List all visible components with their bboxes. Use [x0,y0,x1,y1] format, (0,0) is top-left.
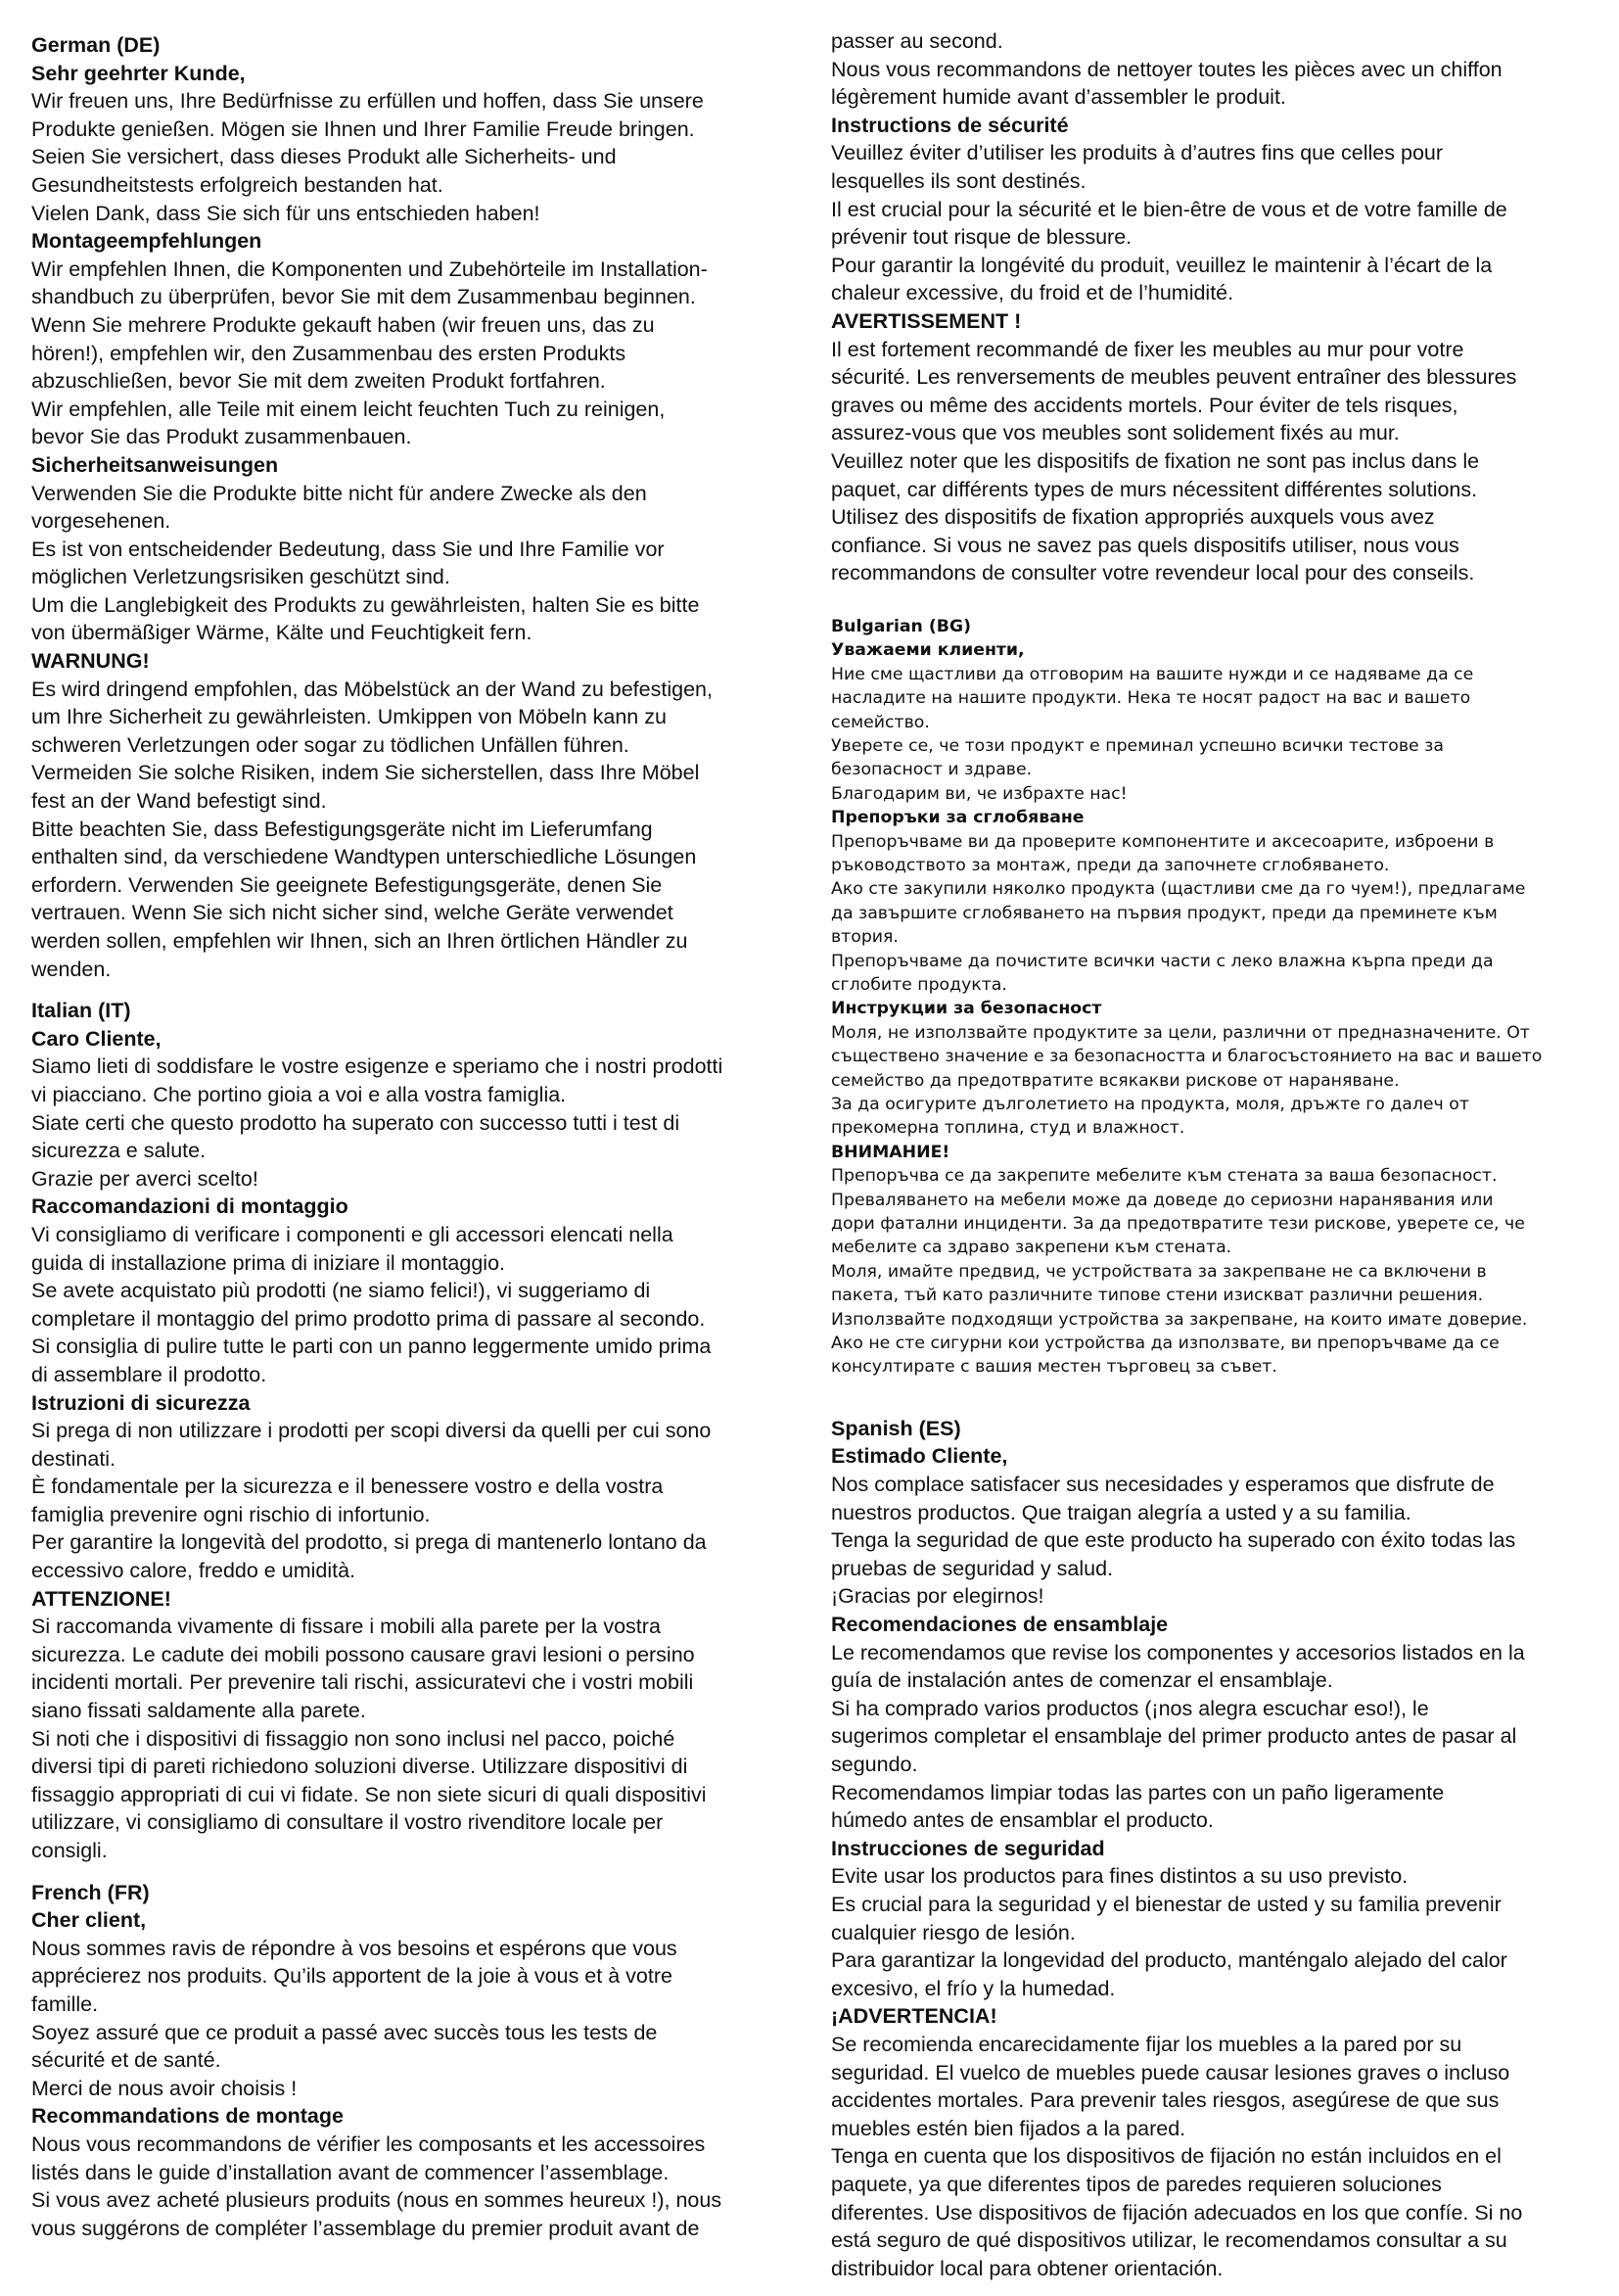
text-line: paquete, ya que diferentes tipos de paredes requieren soluciones [831,2172,1442,2196]
text-line: lesquelles ils sont destinés. [831,168,1087,193]
text-line: légèrement humide avant d’assembler le produit. [831,85,1286,110]
section-fr-cont [831,27,1604,587]
text-line: Nous vous recommandons de vérifier les composants et les accessoires [31,2132,706,2156]
paragraph [31,1613,801,1724]
text-line: confiance. Si vous ne savez pas quels dispositifs utiliser, nous vous [831,533,1459,557]
text-line: Препоръчва се да закрепите мебелите към стената за ваша безопасност. [831,1166,1498,1187]
paragraph [31,1277,801,1333]
text-line: Italian (IT) [31,999,131,1023]
paragraph [831,1862,1604,1891]
paragraph [31,536,801,591]
section-heading [31,647,801,676]
section-heading [831,2002,1604,2031]
paragraph [831,2142,1604,2282]
text-line: shandbuch zu überprüfen, bevor Sie mit dem Zusammenbau beginnen. [31,285,696,309]
text-line: Veuillez noter que les dispositifs de fixation ne sont pas inclus dans le [831,448,1480,473]
text-line: Моля, имайте предвид, че устройствата за закрепване не са включени в [831,1261,1487,1282]
text-line: completare il montaggio del primo prodotto prima di passare al secondo. [31,1306,706,1331]
text-line: Si prega di non utilizzare i prodotti per scopi diversi da quelli per cui sono [31,1419,712,1443]
text-line: Per garantire la longevità del prodotto, si prega di mantenerlo lontano da [31,1530,707,1555]
paragraph [31,2186,801,2242]
text-line: siano fissati saldamente alla parete. [31,1699,366,1723]
text-line: Tenga en cuenta que los dispositivos de fijación no están incluidos en el [831,2144,1502,2169]
text-line: utilizzare, vi consigliamo di consultare il vostro rivenditore locale per [31,1810,664,1835]
text-line: vi piacciano. Che portino gioia a voi e alla vostra famiglia. [31,1082,567,1106]
text-line: Моля, не използвайте продуктите за цели, различни от предназначените. От [831,1022,1530,1043]
paragraph [831,2031,1604,2142]
text-line: um Ihre Sicherheit zu gewährleisten. Umkippen von Möbeln kann zu [31,705,667,729]
text-line: Veuillez éviter d’utiliser les produits à d’autres fins que celles pour [831,141,1444,165]
text-line: ATTENZIONE! [31,1586,171,1611]
text-line: Wir empfehlen Ihnen, die Komponenten und Zubehörteile im Installation- [31,257,708,281]
text-line: Es crucial para la seguridad y el bienestar de usted y su familia prevenir [831,1892,1502,1916]
text-line: von übermäßiger Wärme, Kälte und Feuchtigkeit fern. [31,621,532,645]
text-line: wenden. [31,957,112,981]
text-line: È fondamentale per la sicurezza e il benessere vostro e della vostra [31,1475,664,1499]
paragraph [31,1333,801,1388]
text-line: hören!), empfehlen wir, den Zusammenbau des ersten Produkts [31,341,626,365]
paragraph [831,1526,1604,1582]
section-bg [831,615,1604,1380]
text-line: Siate certi che questo prodotto ha superato con successo tutti i test di [31,1110,680,1135]
text-line: Благодарим ви, че избрахте нас! [831,783,1128,804]
text-line: Si consiglia di pulire tutte le parti con un panno leggermente umido prima [31,1335,712,1359]
text-line: Recomendamos limpiar todas las partes con un paño ligeramente [831,1780,1445,1804]
section-heading [31,31,801,60]
text-line: Sehr geehrter Kunde, [31,61,246,85]
text-line: vorgesehenen. [31,509,171,534]
text-line: sicurezza. Le cadute dei mobili possono causare gravi lesioni o persino [31,1642,695,1666]
section-heading [31,1879,801,1907]
text-line: Pour garantir la longévité du produit, veuillez le maintenir à l’écart de la [831,253,1493,277]
text-line: Se recomienda encarecidamente fijar los muebles a la pared por su [831,2032,1462,2056]
text-line: да завършите сглобяването на първия продукт, преди да преминете към [831,903,1498,923]
paragraph [831,877,1604,949]
text-line: Siamo lieti di soddisfare le vostre esigenze e speriamo che i nostri prodotti [31,1054,723,1079]
text-line: destinati. [31,1446,116,1471]
text-line: Caro Cliente, [31,1026,162,1051]
text-line: насладите на нашите продукти. Нека те носят радост на вас и вашето [831,688,1471,709]
text-line: accidentes mortales. Para prevenir tales riesgos, asegúrese de que sus [831,2088,1500,2113]
text-line: Sicherheitsanweisungen [31,452,279,477]
text-line: Преваляването на мебели може да доведе до сериозни наранявания или [831,1190,1494,1210]
text-line: apprécierez nos produits. Qu’ils apportent de la joie à vous et à votre [31,1964,672,1989]
text-line: abzuschließen, bevor Sie mit dem zweiten Produkt fortfahren. [31,369,606,394]
text-line: fest an der Wand befestigt sind. [31,789,327,814]
text-line: Il est fortement recommandé de fixer les meubles au mur pour votre [831,337,1464,361]
paragraph [31,1528,801,1584]
text-line: Um die Langlebigkeit des Produkts zu gewährleisten, halten Sie es bitte [31,592,700,617]
text-line: Използвайте подходящи устройства за закрепване, на които имате доверие. [831,1309,1528,1330]
paragraph [31,1725,801,1865]
text-line: Vi consigliamo di verificare i componenti e gli accessori elencati nella [31,1222,673,1246]
paragraph [831,1260,1604,1380]
section-heading [31,1389,801,1418]
text-line: Le recomendamos que revise los componentes y accesorios listados en la [831,1640,1525,1664]
text-line: Recommandations de montage [31,2104,344,2129]
paragraph [831,734,1604,782]
text-line: Gesundheitstests erfolgreich bestanden hat. [31,172,443,197]
paragraph [831,782,1604,806]
text-line: Evite usar los productos para fines distintos a su uso previsto. [831,1864,1409,1889]
paragraph [831,663,1604,734]
text-line: Se avete acquistato più prodotti (ne siamo felici!), vi suggeriamo di [31,1279,651,1303]
paragraph [31,676,801,816]
paragraph [831,1639,1604,1695]
text-line: Soyez assuré que ce produit a passé avec succès tous les tests de [31,2020,658,2044]
paragraph [31,200,801,228]
text-line: guía de instalación antes de comenzar el ensamblaje. [831,1668,1333,1693]
text-line: excesivo, el frío y la humedad. [831,1976,1116,2000]
text-line: Istruzioni di sicurezza [31,1390,251,1415]
text-line: Si noti che i dispositivi di fissaggio non sono inclusi nel pacco, poiché [31,1726,675,1751]
section-heading [31,60,801,88]
section-de [31,31,801,983]
text-line: Il est crucial pour la sécurité et le bien-être de vous et de votre famille de [831,197,1507,221]
text-line: famille. [31,1991,99,2016]
text-line: famiglia prevenire ogni rischio di infortunio. [31,1502,431,1526]
text-line: nuestros productos. Que traigan alegría a usted y a su familia. [831,1500,1411,1524]
text-line: chaleur excessive, du froid et de l’humidité. [831,281,1234,305]
text-line: sugerimos completar el ensamblaje del primer producto antes de pasar al [831,1724,1517,1749]
text-line: Instructions de sécurité [831,113,1069,137]
paragraph [831,139,1604,195]
section-heading [31,1025,801,1054]
text-line: Si raccomanda vivamente di fissare i mobili alla parete per la vostra [31,1615,661,1639]
text-line: Nos complace satisfacer sus necesidades y esperamos que disfrute de [831,1473,1495,1497]
paragraph [831,1891,1604,1946]
text-line: di assemblare il prodotto. [31,1362,267,1386]
text-line: Nous sommes ravis de répondre à vos besoins et espérons que vous [31,1936,677,1960]
paragraph [31,2131,801,2186]
text-line: está seguro de qué dispositivos utilizar, le recomendamos consultar a su [831,2228,1507,2253]
text-line: Spanish (ES) [831,1416,961,1440]
text-line: vertrauen. Wenn Sie sich nicht sicher sind, welche Geräte verwendet [31,901,673,925]
paragraph [31,1109,801,1165]
section-heading [831,997,1604,1020]
text-line: прекомерна топлина, студ и влажност. [831,1118,1185,1139]
text-line: bevor Sie das Produkt zusammenbauen. [31,425,412,449]
text-line: erfordern. Verwenden Sie geeignete Befestigungsgeräte, denen Sie [31,872,663,897]
text-line: eccessivo calore, freddo e umidità. [31,1559,356,1583]
text-line: дори фатални инциденти. За да предотвратите тези рискове, уверете се, че [831,1214,1525,1235]
text-line: Wir empfehlen, alle Teile mit einem leicht feuchten Tuch zu reinigen, [31,397,666,421]
section-heading [31,451,801,480]
section-heading [831,638,1604,662]
text-line: diversi tipi di pareti richiedono soluzioni diverse. Utilizzare dispositivi di [31,1755,688,1779]
text-line: muebles estén bien fijados a la pared. [831,2116,1186,2140]
text-line: семейство. [831,712,930,732]
text-line: Bulgarian (BG) [831,616,972,636]
paragraph [831,336,1604,447]
left-column [31,31,801,2256]
text-line: Vielen Dank, dass Sie sich für uns entschieden haben! [31,201,540,225]
text-line: paquet, car différents types de murs nécessitent différentes solutions. [831,477,1478,501]
text-line: listés dans le guide d’installation avant de commencer l’assemblage. [31,2160,670,2184]
text-line: Vermeiden Sie solche Risiken, indem Sie sicherstellen, dass Ihre Möbel [31,761,700,785]
text-line: Cher client, [31,1908,147,1933]
text-line: sicurezza e salute. [31,1139,207,1163]
section-it [31,997,801,1864]
text-line: AVERTISSEMENT ! [831,308,1022,333]
paragraph [831,196,1604,252]
section-heading [831,307,1604,336]
section-heading [831,112,1604,140]
section-heading [831,1141,1604,1164]
text-line: ¡Gracias por elegirnos! [831,1584,1044,1609]
paragraph [31,2075,801,2103]
paragraph [31,87,801,143]
paragraph [31,2019,801,2075]
section-heading [831,615,1604,638]
text-line: мебелите са здраво закрепени към стената. [831,1238,1232,1258]
text-line: За да осигурите дълголетието на продукта, моля, дръжте го далеч от [831,1095,1469,1114]
text-line: Si vous avez acheté plusieurs produits (nous en sommes heureux !), nous [31,2188,722,2213]
paragraph [831,950,1604,998]
text-line: enthalten sind, da verschiedene Wandtypen unterschiedliche Lösungen [31,845,697,869]
paragraph [831,1471,1604,1526]
text-line: French (FR) [31,1880,150,1904]
text-line: incidenti mortali. Per prevenire tali rischi, assicuratevi che i vostri mobili [31,1670,694,1695]
text-line: seguridad. El vuelco de muebles puede causar lesiones graves o incluso [831,2060,1510,2085]
text-line: Raccomandazioni di montaggio [31,1195,348,1219]
text-line: ръководството за монтаж, преди да започнете сглобяването. [831,855,1390,875]
text-line: cualquier riesgo de lesión. [831,1920,1076,1945]
text-line: Препоръчваме да почистите всички части с леко влажна кърпа преди да [831,951,1494,971]
paragraph [31,816,801,984]
text-line: sécurité et de santé. [31,2048,221,2073]
text-line: Ако сте закупили няколко продукта (щастливи сме да го чуем!), предлагаме [831,879,1526,900]
text-line: segundo. [831,1753,918,1776]
text-line: Препоръчваме ви да проверите компонентите и аксесоарите, изброени в [831,831,1495,852]
paragraph [31,1053,801,1108]
text-line: Si ha comprado varios productos (¡nos alegra escuchar eso!), le [831,1696,1429,1720]
paragraph [831,447,1604,587]
paragraph [831,56,1604,112]
text-line: prévenir tout risque de blessure. [831,225,1133,250]
section-heading [831,1835,1604,1863]
text-line: Wenn Sie mehrere Produkte gekauft haben (wir freuen uns, das zu [31,312,655,337]
text-line: Es ist von entscheidender Bedeutung, dass Sie und Ihre Familie vor [31,537,665,561]
section-es [831,1415,1604,2282]
text-line: ¡ADVERTENCIA! [831,2004,997,2029]
text-line: assurez-vous que vos meubles sont solidement fixés au mur. [831,421,1400,445]
text-line: Инструкции за безопасност [831,999,1102,1019]
paragraph [831,1695,1604,1779]
text-line: съществено значение е за безопасността и благосъстоянието на вас и вашето [831,1047,1543,1067]
text-line: werden sollen, empfehlen wir Ihnen, sich an Ihren örtlichen Händler zu [31,929,688,953]
paragraph [31,256,801,311]
text-line: húmedo antes de ensamblar el producto. [831,1808,1214,1833]
right-column [831,31,1604,2296]
text-line: Merci de nous avoir choisis ! [31,2076,298,2100]
text-line: Instrucciones de seguridad [831,1836,1105,1860]
text-line: Recomendaciones de ensamblaje [831,1613,1169,1637]
paragraph [831,252,1604,307]
text-line: WARNUNG! [31,649,150,674]
text-line: втория. [831,927,899,948]
text-line: Para garantizar la longevidad del producto, manténgalo alejado del calor [831,1948,1507,1973]
text-line: recommandons de consulter votre revendeur local pour des conseils. [831,561,1475,586]
text-line: Montageempfehlungen [31,229,262,254]
paragraph [831,830,1604,878]
section-heading [831,806,1604,829]
text-line: консултирате с вашия местен търговец за съвет. [831,1357,1277,1378]
text-line: Seien Sie versichert, dass dieses Produkt alle Sicherheits- und [31,145,617,169]
paragraph [831,1021,1604,1093]
text-line: безопасност и здраве. [831,760,1033,780]
text-line: Verwenden Sie die Produkte bitte nicht für andere Zwecke als den [31,481,647,505]
section-fr [31,1879,801,2243]
paragraph [831,1093,1604,1141]
text-line: Tenga la seguridad de que este producto ha superado con éxito todas las [831,1528,1516,1553]
section-heading [31,227,801,256]
text-line: Уверете се, че този продукт е преминал успешно всички тестове за [831,735,1444,756]
paragraph [831,1164,1604,1260]
section-heading [31,997,801,1025]
text-line: distribuidor local para obtener orientación. [831,2256,1224,2280]
text-line: Es wird dringend empfohlen, das Möbelstück an der Wand zu befestigen, [31,677,713,701]
paragraph [31,1473,801,1528]
text-line: Уважаеми клиенти, [831,640,1025,661]
paragraph [31,1417,801,1473]
text-line: ВНИМАНИЕ! [831,1142,950,1162]
paragraph [831,1946,1604,2002]
text-line: guida di installazione prima di iniziare il montaggio. [31,1250,506,1275]
text-line: пакета, тъй като различните типове стени изискват различни решения. [831,1286,1484,1306]
paragraph [31,143,801,199]
text-line: fissaggio appropriati di cui vi fidate. Se non siete sicuri di quali dispositivi [31,1782,707,1806]
text-line: sécurité. Les renversements de meubles peuvent entraîner des blessures [831,365,1517,390]
section-heading [31,1193,801,1221]
text-line: сглобите продукта. [831,974,1007,995]
section-heading [31,2102,801,2131]
paragraph [31,1221,801,1277]
text-line: consigli. [31,1839,108,1862]
section-heading [831,1611,1604,1639]
text-line: Ако не сте сигурни кои устройства да използвате, ви препоръчваме да се [831,1334,1500,1354]
paragraph [31,396,801,451]
text-line: German (DE) [31,33,161,57]
text-line: schweren Verletzungen oder sogar zu tödlichen Unfällen führen. [31,732,629,757]
text-line: Grazie per averci scelto! [31,1166,258,1191]
text-line: Wir freuen uns, Ihre Bedürfnisse zu erfüllen und hoffen, dass Sie unsere [31,89,704,114]
section-heading [831,1415,1604,1443]
text-line: graves ou même des accidents mortels. Pour éviter de tels risques, [831,393,1458,417]
text-line: vous suggérons de compléter l’assemblage du premier produit avant de [31,2216,700,2240]
text-line: Nous vous recommandons de nettoyer toutes les pièces avec un chiffon [831,57,1503,81]
text-line: passer au second. [831,29,1003,53]
text-line: Estimado Cliente, [831,1444,1008,1469]
text-line: diferentes. Use dispositivos de fijación adecuados en los que confíe. Si no [831,2200,1523,2225]
section-heading [31,1906,801,1935]
paragraph [831,1779,1604,1835]
text-line: Utilisez des dispositifs de fixation appropriés auxquels vous avez [831,505,1435,530]
paragraph [31,480,801,536]
paragraph [31,1165,801,1194]
text-line: Ние сме щастливи да отговорим на вашите нужди и се надяваме да се [831,664,1474,684]
paragraph [31,591,801,647]
paragraph [831,1582,1604,1611]
paragraph [831,27,1604,56]
section-heading [31,1585,801,1614]
text-line: семейство да предотвратите всякакви рискове от нараняване. [831,1070,1400,1091]
text-line: Препоръки за сглобяване [831,808,1085,828]
text-line: Produkte genießen. Mögen sie Ihnen und Ihrer Familie Freude bringen. [31,117,695,141]
section-heading [831,1442,1604,1471]
paragraph [31,311,801,396]
paragraph [31,1935,801,2019]
text-line: pruebas de seguridad y salud. [831,1556,1114,1580]
text-line: möglichen Verletzungsrisiken geschützt sind. [31,565,450,589]
text-line: Bitte beachten Sie, dass Befestigungsgeräte nicht im Lieferumfang [31,817,653,841]
